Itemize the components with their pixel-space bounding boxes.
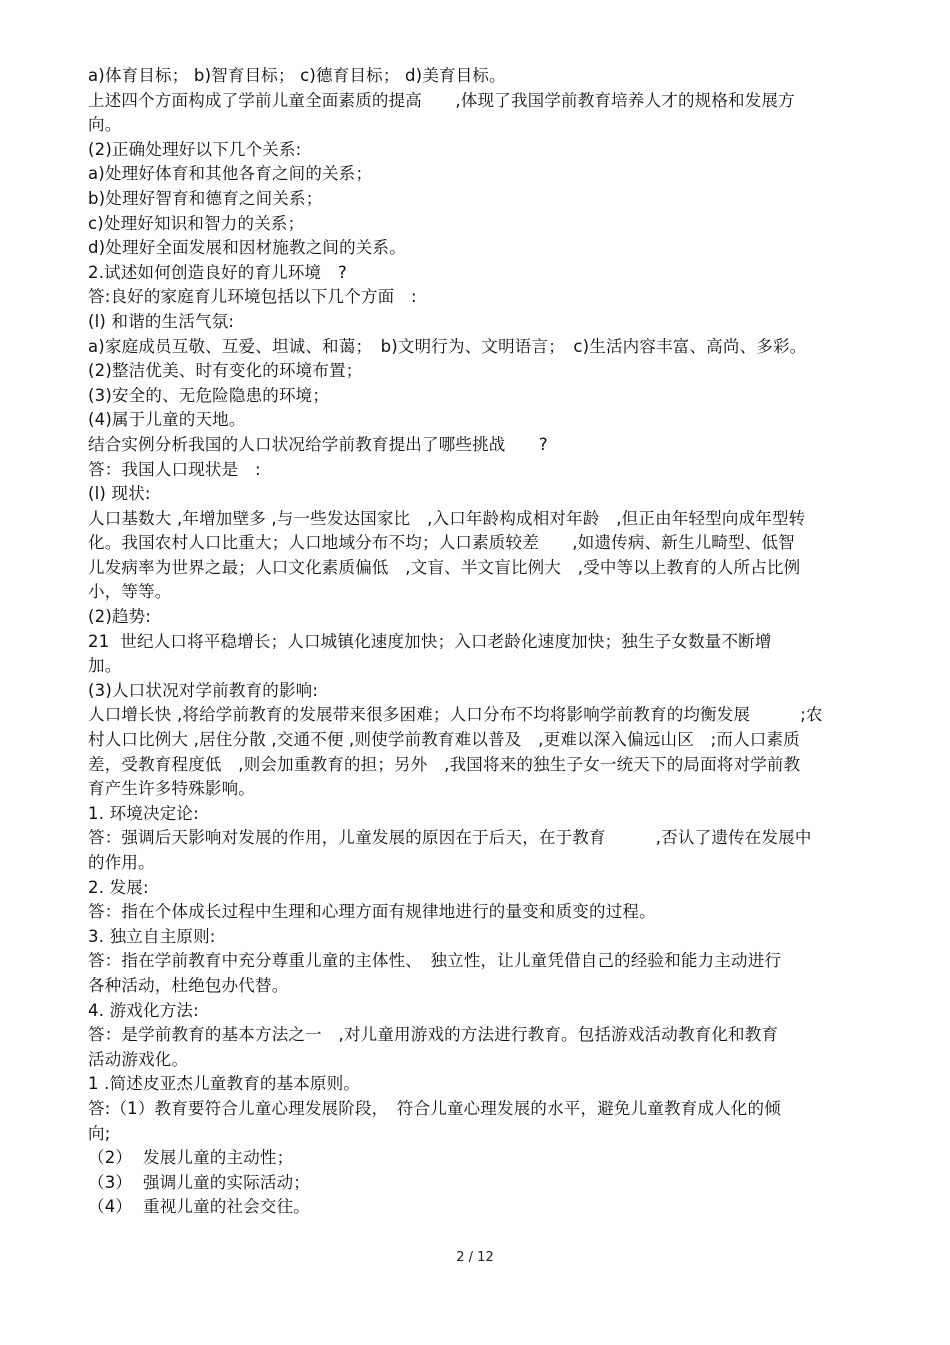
text-line: 4. 游戏化方法: xyxy=(88,1000,199,1020)
text-line: 答：指在学前教育中充分尊重儿童的主体性、 独立性，让儿童凭借自己的经验和能力主动进行 xyxy=(88,951,782,971)
text-line: 2. 发展: xyxy=(88,877,149,897)
text-line: a)体育目标； b)智育目标； c)德育目标； d)美育目标。 xyxy=(88,66,506,85)
text-line: (2)正确处理好以下几个关系: xyxy=(88,139,302,159)
text-line: 村人口比例大 ,居住分散 ,交通不便 ,则使学前教育难以普及 ,更难以深入偏远山区 ;而人口素质 xyxy=(88,730,800,750)
text-line: (3)安全的、无危险隐患的环境； xyxy=(88,385,330,405)
text-line: 人口基数大 ,年增加壁多 ,与一些发达国家比 ,入口年龄构成相对年龄 ,但正由年轻型向成年型转 xyxy=(88,508,806,528)
document-body xyxy=(88,64,868,1220)
text-line: a)处理好体育和其他各育之间的关系； xyxy=(88,164,373,184)
text-line: （3） 强调儿童的实际活动； xyxy=(88,1172,310,1192)
text-line: 2.试述如何创造良好的育儿环境 ? xyxy=(88,262,347,282)
text-line: (2)整洁优美、时有变化的环境布置； xyxy=(88,361,363,381)
text-line: 21 世纪人口将平稳增长；人口城镇化速度加快；入口老龄化速度加快；独生子女数量不断增 xyxy=(88,631,772,651)
text-line: （4） 重视儿童的社会交往。 xyxy=(88,1197,310,1217)
text-line: (3)人口状况对学前教育的影响: xyxy=(88,680,319,700)
text-line: 各种活动，杜绝包办代替。 xyxy=(88,975,289,995)
text-line: 活动游戏化。 xyxy=(88,1049,189,1069)
text-line: 差，受教育程度低 ,则会加重教育的担；另外 ,我国将来的独生子女一统天下的局面将对学前教 xyxy=(88,754,801,774)
text-line: 3. 独立自主原则: xyxy=(88,926,216,946)
text-line: 上述四个方面构成了学前儿童全面素质的提高 ,体现了我国学前教育培养人才的规格和发展方 xyxy=(88,90,795,110)
text-line: 加。 xyxy=(88,656,122,676)
text-line: 答：强调后天影响对发展的作用，儿童发展的原因在于后天，在于教育 ,否认了遗传在发展中 xyxy=(88,828,812,848)
text-line: 儿发病率为世界之最；人口文化素质偏低 ,文盲、半文盲比例大 ,受中等以上教育的人所占比例 xyxy=(88,557,801,577)
text-line: b)处理好智育和德育之间关系； xyxy=(88,188,323,208)
text-line: 小，等等。 xyxy=(88,582,172,602)
text-line: 答：指在个体成长过程中生理和心理方面有规律地进行的量变和质变的过程。 xyxy=(88,902,656,922)
text-line: 1. 环境决定论: xyxy=(88,803,199,823)
text-line: c)处理好知识和智力的关系； xyxy=(88,213,305,233)
text-line: 人口增长快 ,将给学前教育的发展带来很多困难；人口分布不均将影响学前教育的均衡发展 ;农 xyxy=(88,705,823,725)
text-line: a)家庭成员互敬、互爱、坦诚、和蔼； b)文明行为、文明语言； c)生活内容丰富、高尚、多彩。 xyxy=(88,336,807,356)
text-line: 答:（1）教育要符合儿童心理发展阶段， 符合儿童心理发展的水平，避免儿童教育成人化的倾 xyxy=(88,1098,781,1118)
text-line: (2)趋势: xyxy=(88,607,152,627)
text-line: 答:良好的家庭育儿环境包括以下几个方面 : xyxy=(88,287,417,307)
text-line: 的作用。 xyxy=(88,853,155,872)
text-line: d)处理好全面发展和因材施教之间的关系。 xyxy=(88,238,406,258)
text-line: 答：是学前教育的基本方法之一 ,对儿童用游戏的方法进行教育。包括游戏活动教育化和教育 xyxy=(88,1025,779,1045)
text-line: 向。 xyxy=(88,115,122,135)
text-line: 育产生许多特殊影响。 xyxy=(88,779,255,799)
text-line: 化。我国农村人口比重大；人口地域分布不均；人口素质较差 ,如遗传病、新生儿畸型、低智 xyxy=(88,533,795,553)
text-line: (l) 和谐的生活气氛: xyxy=(88,311,235,331)
text-line: (l) 现状: xyxy=(88,484,151,504)
text-line: 答：我国人口现状是 : xyxy=(88,459,261,479)
text-line: 结合实例分析我国的人口状况给学前教育提出了哪些挑战 ? xyxy=(88,434,548,454)
text-line: （2） 发展儿童的主动性； xyxy=(88,1148,294,1168)
text-line: 1 .简述皮亚杰儿童教育的基本原则。 xyxy=(88,1074,361,1094)
text-line: (4)属于儿童的天地。 xyxy=(88,410,246,430)
text-line: 向; xyxy=(88,1123,111,1143)
page-number: 2 / 12 xyxy=(456,1250,494,1265)
